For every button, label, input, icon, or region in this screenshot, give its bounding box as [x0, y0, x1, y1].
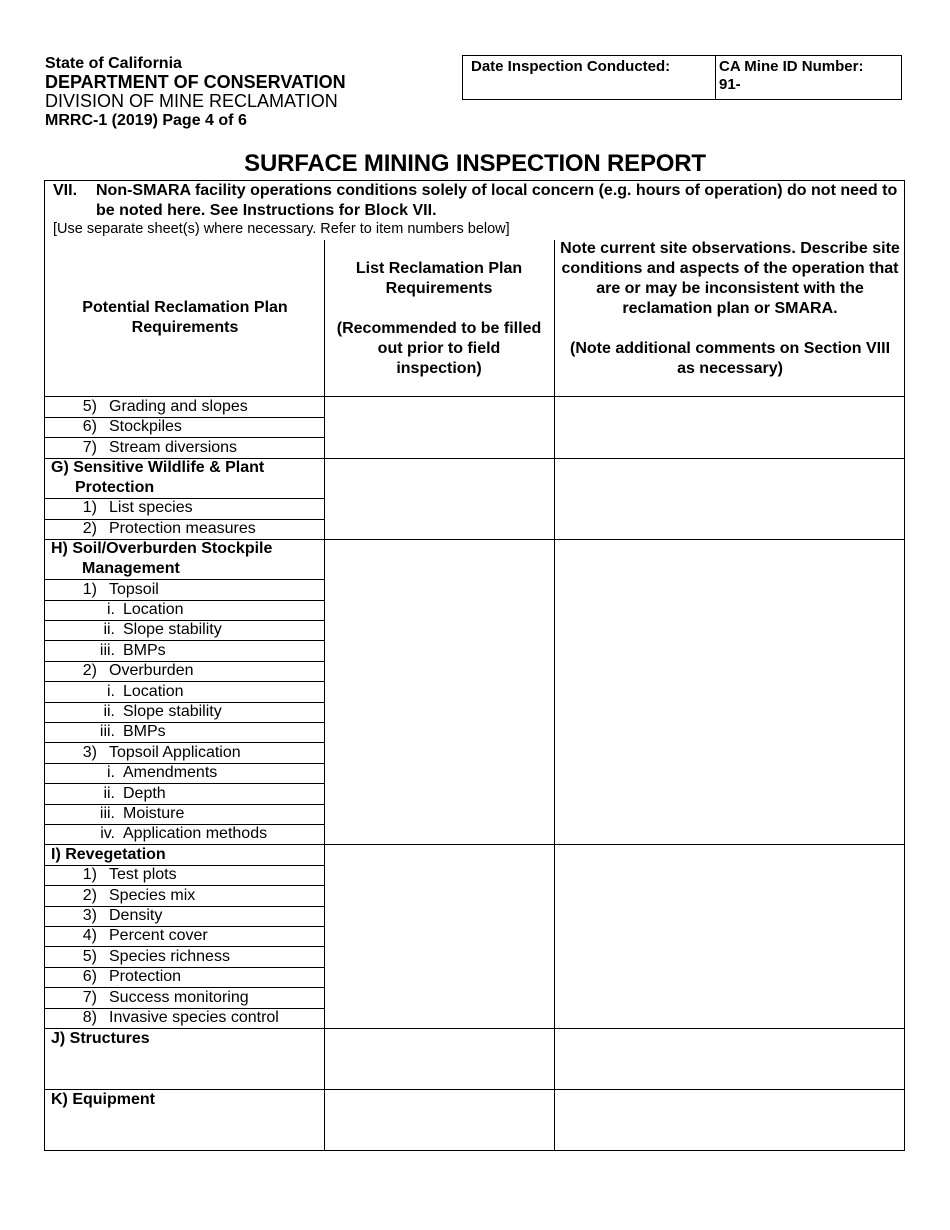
item-topsoil-bmps [45, 641, 324, 661]
item-marker: 6) [82, 418, 97, 435]
item-success-monitoring [45, 988, 324, 1008]
item-amendments [45, 763, 324, 783]
division-name: DIVISION OF MINE RECLAMATION [45, 91, 338, 111]
requirements-cell-f[interactable] [325, 397, 554, 458]
group-heading: K) Equipment [51, 1091, 155, 1108]
item-marker: 7) [82, 989, 97, 1006]
item-moisture [45, 804, 324, 824]
item-label: Depth [123, 785, 166, 802]
group-h-heading [45, 539, 324, 579]
item-label: Invasive species control [109, 1009, 279, 1026]
section-text: Non-SMARA facility operations conditions solely of local concern (e.g. hours of operation) do not need to be noted here. See Instructions for Block VII. [96, 182, 898, 219]
item-label: Moisture [123, 805, 185, 822]
form-id: MRRC-1 (2019) Page 4 of 6 [45, 112, 247, 129]
item-marker: iv. [100, 825, 115, 842]
item-label: Stream diversions [109, 439, 238, 456]
item-marker: ii. [103, 621, 115, 638]
item-label: Species mix [109, 887, 196, 904]
item-stream-diversions [45, 438, 324, 458]
item-label: Location [123, 601, 184, 618]
item-label: Success monitoring [109, 989, 249, 1006]
item-protection-measures [45, 519, 324, 539]
item-marker: 8) [82, 1009, 97, 1026]
item-marker: 3) [82, 907, 97, 924]
item-marker: iii. [99, 642, 115, 659]
item-label: Protection [109, 968, 182, 985]
item-depth [45, 784, 324, 804]
column-header-potential [50, 298, 320, 338]
col1-heading: Potential Reclamation Plan Requirements [82, 299, 288, 336]
item-marker: ii. [103, 703, 115, 720]
item-overburden-location [45, 682, 324, 702]
item-label: List species [109, 499, 193, 516]
col2-subheading: (Recommended to be filled out prior to field inspection) [336, 320, 542, 377]
item-label: Stockpiles [109, 418, 182, 435]
item-label: Topsoil [109, 581, 159, 598]
item-label: Percent cover [109, 927, 208, 944]
item-percent-cover [45, 926, 324, 946]
group-k-heading [45, 1090, 324, 1110]
requirements-cell-i[interactable] [325, 845, 554, 1028]
observations-cell-g[interactable] [555, 459, 904, 539]
item-protection [45, 967, 324, 987]
item-grading-slopes [45, 397, 324, 417]
date-inspection-field[interactable] [463, 56, 716, 99]
item-label: BMPs [123, 723, 166, 740]
date-inspection-label: Date Inspection Conducted: [471, 58, 671, 75]
observations-cell-f[interactable] [555, 397, 904, 458]
requirements-cell-j[interactable] [325, 1029, 554, 1089]
section-vii-heading [53, 181, 898, 221]
group-j-heading [45, 1029, 324, 1049]
col3-heading: Note current site observations. Describe site conditions and aspects of the operation that are or may be inconsistent with the reclamation plan or SMARA. [560, 240, 900, 317]
item-list-species [45, 498, 324, 518]
item-marker: 2) [82, 887, 97, 904]
item-marker: 5) [82, 398, 97, 415]
item-topsoil-location [45, 600, 324, 620]
requirements-cell-h[interactable] [325, 540, 554, 844]
group-heading: I) Revegetation [51, 846, 166, 863]
observations-cell-k[interactable] [555, 1090, 904, 1150]
observations-cell-j[interactable] [555, 1029, 904, 1089]
item-density [45, 906, 324, 926]
item-marker: 1) [82, 581, 97, 598]
item-marker: iii. [99, 723, 115, 740]
item-topsoil [45, 580, 324, 600]
item-marker: 5) [82, 948, 97, 965]
observations-cell-h[interactable] [555, 540, 904, 844]
item-overburden-slope-stability [45, 702, 324, 722]
item-stockpiles [45, 417, 324, 437]
item-marker: 1) [82, 866, 97, 883]
item-topsoil-application [45, 743, 324, 763]
item-label: Protection measures [109, 520, 256, 537]
mine-id-prefix: 91- [719, 76, 741, 93]
group-g-heading [45, 458, 324, 498]
inspection-id-box [462, 55, 902, 100]
item-label: BMPs [123, 642, 166, 659]
item-marker: 1) [82, 499, 97, 516]
col2-heading: List Reclamation Plan Requirements [355, 260, 523, 297]
item-invasive-species [45, 1008, 324, 1028]
item-marker: i. [107, 601, 115, 618]
department-name: DEPARTMENT OF CONSERVATION [45, 72, 346, 92]
item-marker: 7) [82, 439, 97, 456]
item-application-methods [45, 824, 324, 844]
item-label: Test plots [109, 866, 177, 883]
section-note: [Use separate sheet(s) where necessary. Refer to item numbers below] [53, 221, 510, 237]
item-topsoil-slope-stability [45, 620, 324, 640]
item-marker: 6) [82, 968, 97, 985]
requirements-cell-g[interactable] [325, 459, 554, 539]
column-header-list [336, 259, 542, 379]
requirements-cell-k[interactable] [325, 1090, 554, 1150]
group-heading-cont: Protection [75, 479, 155, 496]
col3-subheading: (Note additional comments on Section VIII as necessary) [569, 340, 891, 377]
report-title: SURFACE MINING INSPECTION REPORT [244, 150, 706, 177]
group-heading: J) Structures [51, 1030, 150, 1047]
group-heading-cont: Management [82, 560, 180, 577]
column-header-observations [559, 239, 901, 379]
item-label: Species richness [109, 948, 230, 965]
item-marker: 2) [82, 520, 97, 537]
item-species-mix [45, 886, 324, 906]
state-name: State of California [45, 55, 182, 72]
item-marker: i. [107, 764, 115, 781]
item-overburden [45, 661, 324, 681]
item-marker: 4) [82, 927, 97, 944]
item-marker: iii. [99, 805, 115, 822]
item-marker: 3) [82, 744, 97, 761]
item-label: Density [109, 907, 163, 924]
item-label: Overburden [109, 662, 194, 679]
item-overburden-bmps [45, 722, 324, 742]
item-label: Amendments [123, 764, 218, 781]
group-heading: G) Sensitive Wildlife & Plant [51, 459, 265, 476]
item-label: Grading and slopes [109, 398, 248, 415]
section-number: VII. [53, 182, 78, 199]
item-marker: 2) [82, 662, 97, 679]
observations-cell-i[interactable] [555, 845, 904, 1028]
mine-id-field[interactable] [716, 56, 901, 99]
mine-id-label: CA Mine ID Number: [719, 58, 864, 75]
item-label: Slope stability [123, 703, 222, 720]
agency-header [45, 54, 346, 130]
item-species-richness [45, 947, 324, 967]
item-label: Application methods [123, 825, 268, 842]
group-heading: H) Soil/Overburden Stockpile [51, 540, 273, 557]
item-label: Topsoil Application [109, 744, 241, 761]
item-marker: i. [107, 683, 115, 700]
item-label: Location [123, 683, 184, 700]
item-marker: ii. [103, 785, 115, 802]
item-label: Slope stability [123, 621, 222, 638]
group-i-heading [45, 845, 324, 865]
item-test-plots [45, 865, 324, 885]
